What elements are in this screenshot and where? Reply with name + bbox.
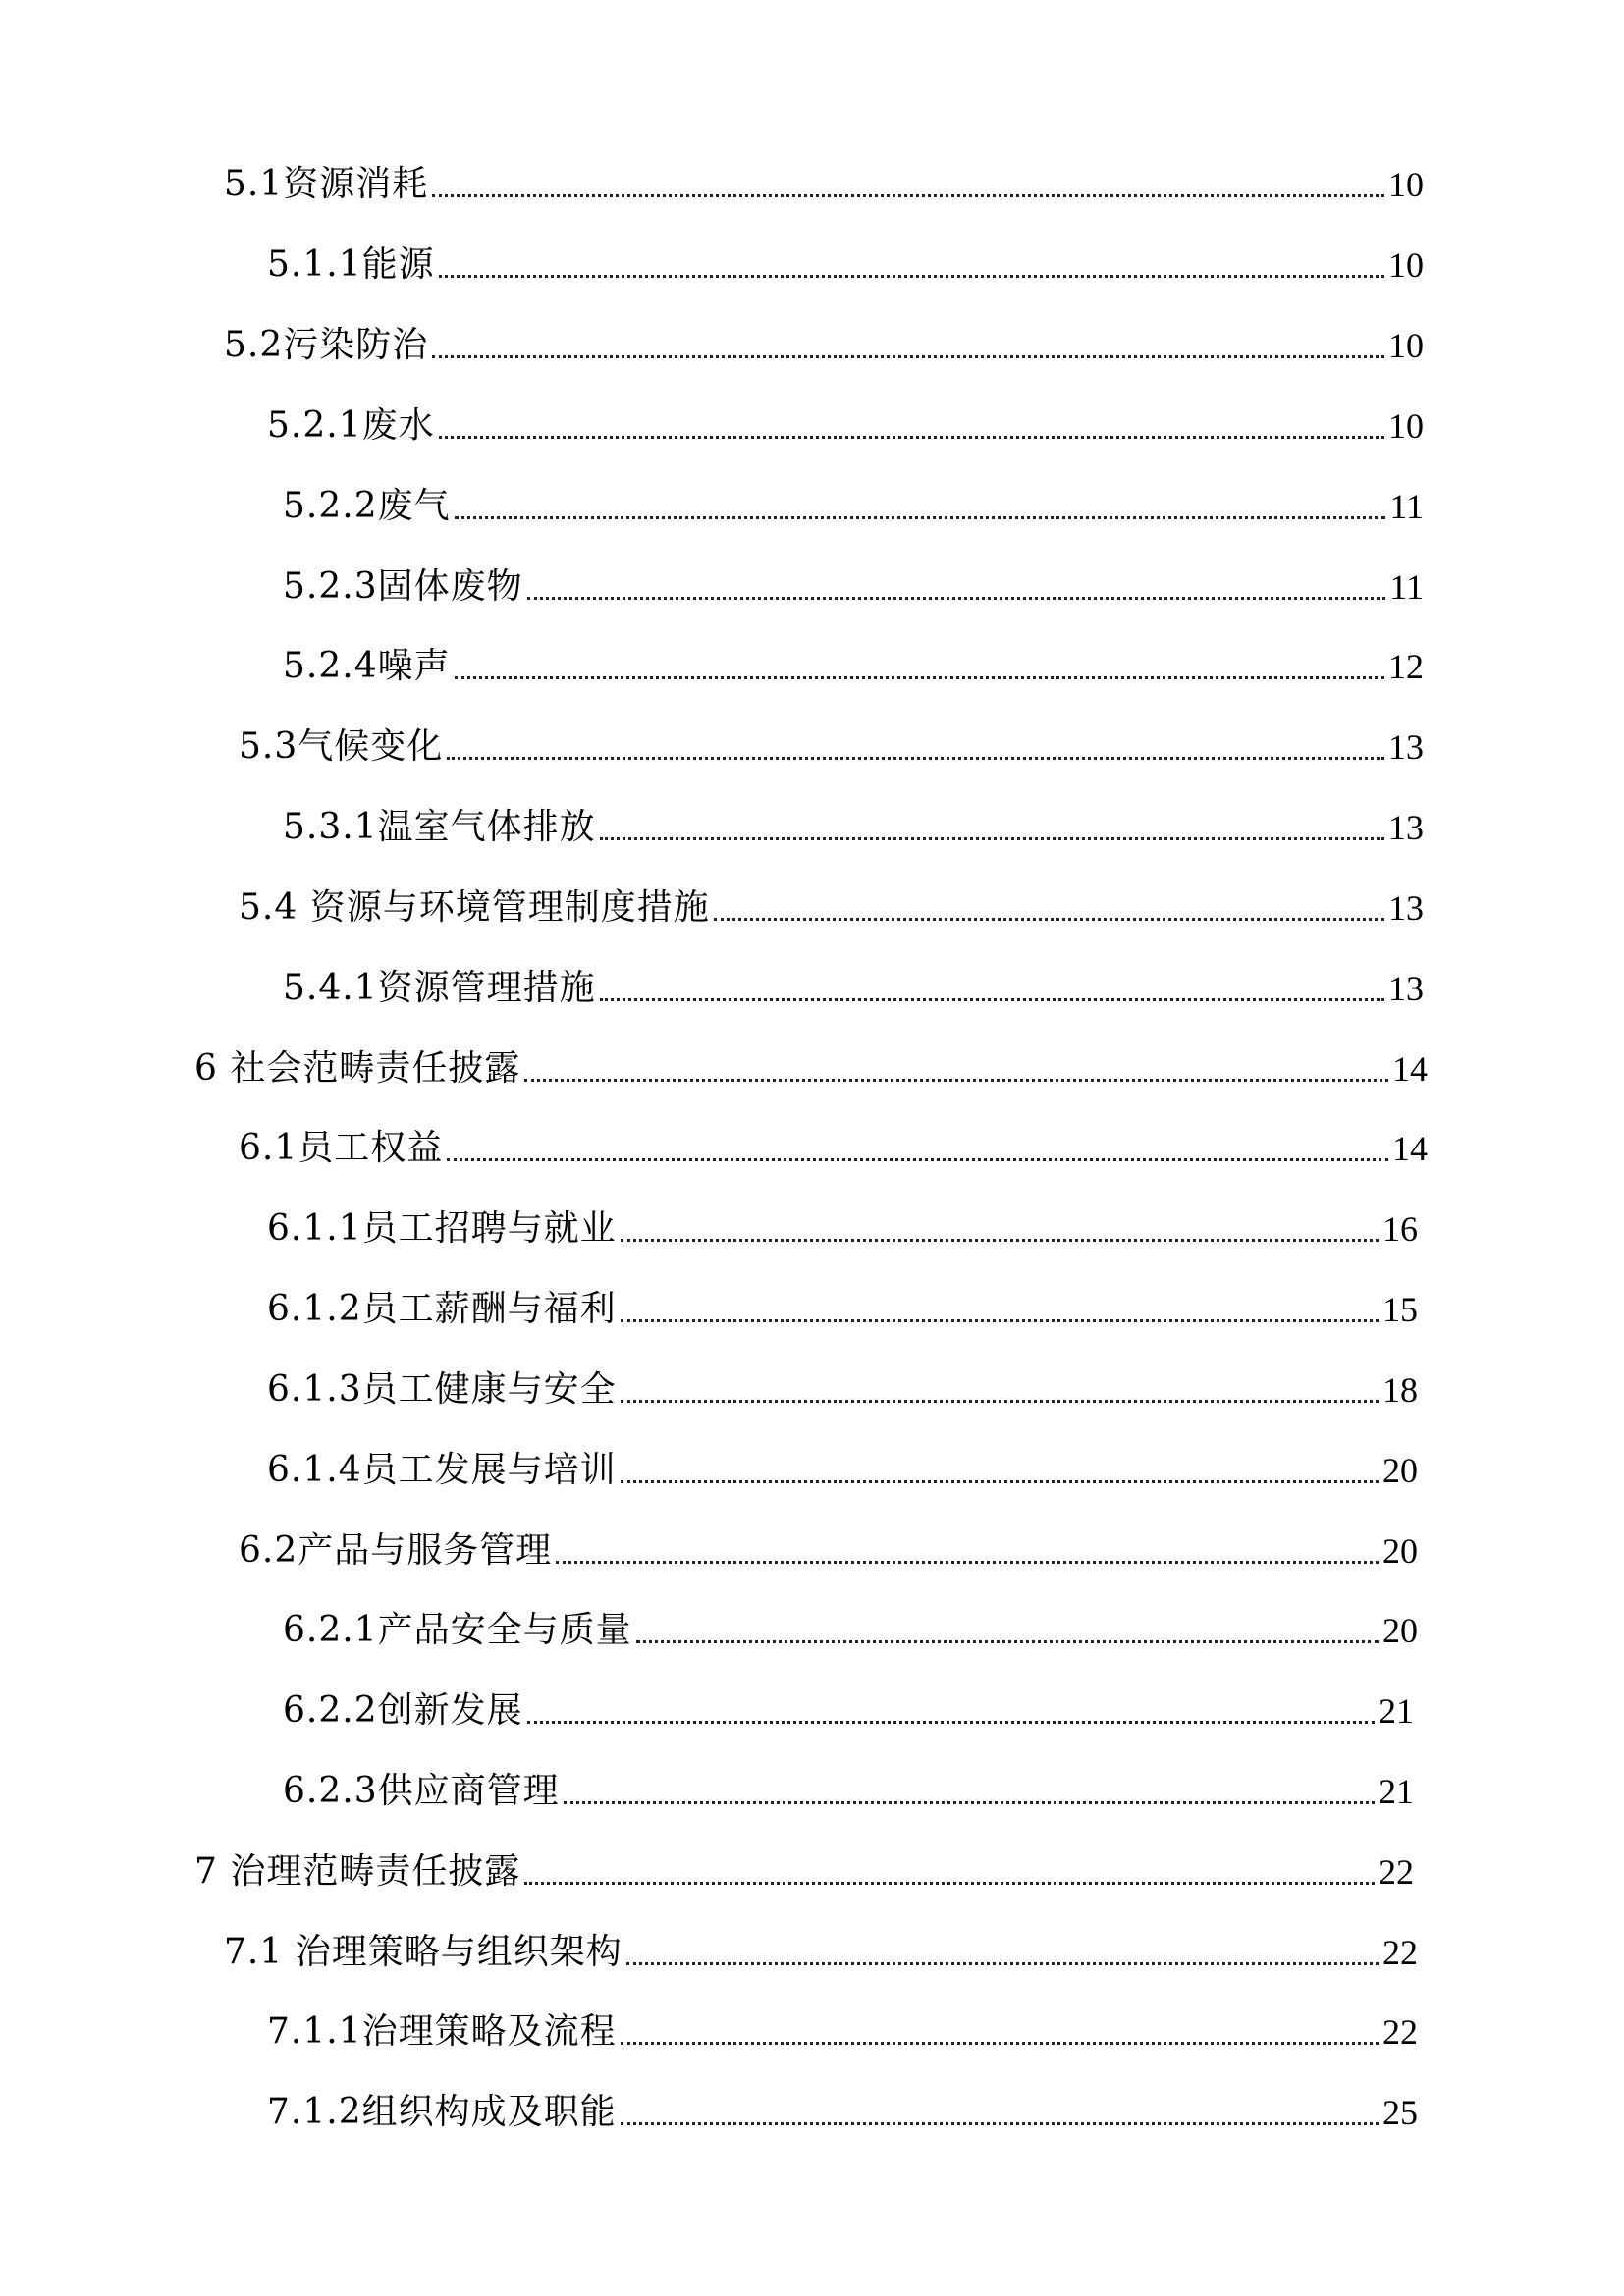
toc-entry-label: 5.2.1废水	[267, 405, 435, 446]
toc-entry	[267, 240, 1424, 290]
toc-entry	[267, 401, 1424, 451]
toc-leader-dots	[439, 436, 1384, 439]
toc-leader-dots	[527, 1721, 1375, 1724]
toc-entry-label: 5.2.4噪声	[283, 646, 451, 686]
toc-entry-label: 7.1.1治理策略及流程	[267, 2011, 617, 2052]
toc-entry-page: 11	[1389, 567, 1424, 607]
toc-leader-dots	[524, 1079, 1388, 1082]
toc-entry	[283, 482, 1424, 531]
toc-entry-label: 7 治理范畴责任披露	[194, 1851, 521, 1892]
toc-entry-label: 5.2.2废气	[283, 486, 451, 526]
toc-leader-dots	[527, 597, 1386, 600]
toc-entry	[194, 1044, 1428, 1094]
toc-leader-dots	[714, 918, 1384, 921]
toc-leader-dots	[524, 1882, 1375, 1885]
toc-entry-label: 6.1员工权益	[239, 1128, 444, 1168]
toc-entry-page: 10	[1388, 245, 1424, 285]
toc-entry-label: 5.3.1温室气体排放	[283, 807, 596, 847]
toc-leader-dots	[455, 676, 1384, 679]
toc-entry-page: 13	[1388, 808, 1424, 847]
toc-leader-dots	[621, 1319, 1379, 1322]
toc-entry-label: 5.4.1资源管理措施	[283, 968, 596, 1008]
toc-entry-page: 16	[1382, 1209, 1418, 1249]
toc-entry-label: 5.2.3固体废物	[283, 566, 523, 607]
toc-entry	[267, 1285, 1418, 1334]
toc-entry-label: 5.1资源消耗	[224, 164, 429, 204]
toc-entry	[267, 1204, 1418, 1254]
toc-entry-page: 21	[1379, 1772, 1414, 1811]
toc-entry-page: 14	[1392, 1049, 1428, 1089]
toc-entry-page: 18	[1382, 1370, 1418, 1410]
toc-entry-label: 5.1.1能源	[267, 244, 435, 285]
toc-entry-page: 14	[1392, 1129, 1428, 1168]
toc-leader-dots	[432, 194, 1384, 197]
toc-entry-label: 6.2产品与服务管理	[239, 1530, 553, 1571]
toc-entry-page: 10	[1388, 406, 1424, 446]
toc-entry	[283, 803, 1424, 852]
toc-entry	[194, 1847, 1414, 1896]
toc-entry-page: 11	[1389, 487, 1424, 526]
toc-entry-label: 6 社会范畴责任披露	[194, 1048, 521, 1089]
toc-entry-label: 6.2.2创新发展	[283, 1690, 523, 1731]
toc-entry-page: 20	[1382, 1451, 1418, 1490]
toc-leader-dots	[439, 275, 1384, 278]
toc-entry	[224, 321, 1424, 370]
toc-entry-label: 6.1.2员工薪酬与福利	[267, 1289, 617, 1329]
toc-entry	[283, 1767, 1414, 1816]
toc-entry-page: 22	[1382, 1933, 1418, 1972]
toc-entry-page: 25	[1382, 2093, 1418, 2132]
toc-leader-dots	[621, 2122, 1379, 2125]
toc-entry	[283, 964, 1424, 1013]
toc-leader-dots	[600, 837, 1384, 840]
toc-entry	[283, 1606, 1418, 1655]
toc-entry-page: 13	[1388, 969, 1424, 1008]
toc-entry	[267, 2088, 1418, 2137]
toc-entry	[239, 883, 1424, 933]
toc-entry-page: 15	[1382, 1290, 1418, 1329]
toc-leader-dots	[455, 516, 1386, 519]
toc-leader-dots	[447, 1158, 1388, 1161]
toc-entry-page: 22	[1379, 1852, 1414, 1892]
toc-entry-page: 20	[1382, 1611, 1418, 1650]
toc-leader-dots	[626, 1962, 1379, 1965]
toc-entry-page: 13	[1388, 727, 1424, 767]
toc-entry-label: 6.2.3供应商管理	[283, 1771, 560, 1811]
toc-entry	[267, 1365, 1418, 1415]
toc-entry-page: 20	[1382, 1531, 1418, 1571]
toc-entry-label: 6.1.3员工健康与安全	[267, 1369, 617, 1410]
toc-entry-label: 5.2污染防治	[224, 325, 429, 365]
toc-entry	[283, 1686, 1414, 1735]
toc-leader-dots	[621, 1239, 1379, 1242]
toc-entry	[239, 1526, 1418, 1575]
toc-entry-page: 10	[1388, 326, 1424, 365]
toc-leader-dots	[447, 757, 1384, 760]
toc-leader-dots	[556, 1561, 1379, 1564]
toc-leader-dots	[621, 2042, 1379, 2045]
toc-entry	[239, 722, 1424, 772]
toc-entry-label: 6.1.1员工招聘与就业	[267, 1208, 617, 1249]
toc-leader-dots	[636, 1640, 1379, 1643]
toc-entry-page: 21	[1379, 1691, 1414, 1731]
toc-entry-label: 5.4 资源与环境管理制度措施	[239, 887, 710, 928]
toc-entry	[283, 562, 1424, 612]
toc-entry-label: 5.3气候变化	[239, 726, 444, 767]
toc-entry	[239, 1124, 1428, 1173]
toc-entry	[267, 1446, 1418, 1495]
toc-entry-page: 10	[1388, 165, 1424, 204]
toc-leader-dots	[621, 1480, 1379, 1483]
toc-entry-label: 7.1.2组织构成及职能	[267, 2092, 617, 2132]
toc-leader-dots	[564, 1801, 1375, 1804]
toc-entry-label: 6.1.4员工发展与培训	[267, 1450, 617, 1490]
toc-entry-label: 6.2.1产品安全与质量	[283, 1610, 632, 1650]
toc-leader-dots	[600, 998, 1384, 1001]
toc-entry-label: 7.1 治理策略与组织架构	[224, 1932, 623, 1972]
toc-entry	[267, 2007, 1418, 2056]
toc-leader-dots	[432, 355, 1384, 358]
toc-entry	[224, 1928, 1418, 1977]
toc-leader-dots	[621, 1400, 1379, 1403]
toc-entry-page: 22	[1382, 2012, 1418, 2052]
toc-entry-page: 13	[1388, 888, 1424, 928]
toc-entry-page: 12	[1388, 647, 1424, 686]
toc-entry	[283, 642, 1424, 691]
toc-entry	[224, 160, 1424, 209]
